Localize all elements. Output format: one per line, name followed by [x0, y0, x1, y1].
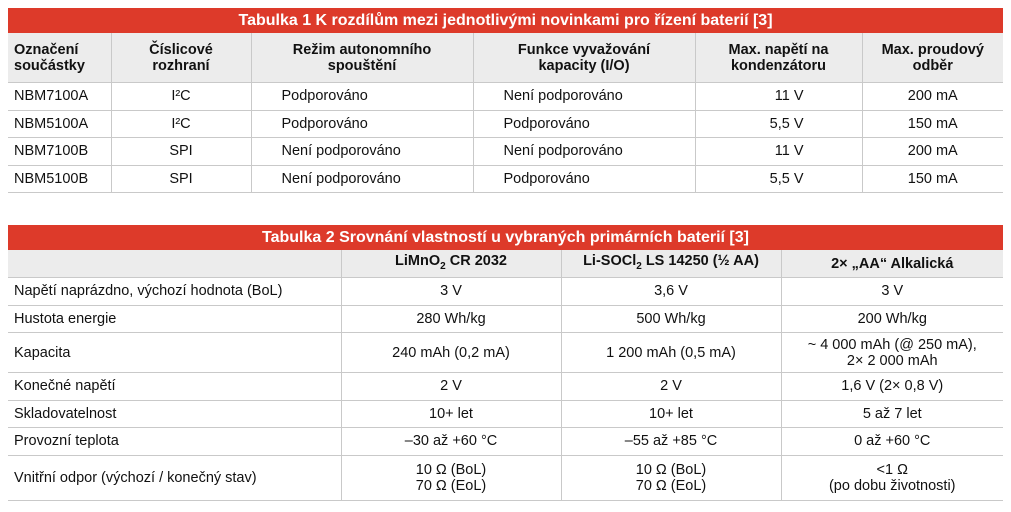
cell: Není podporováno: [473, 83, 695, 111]
row-label: Provozní teplota: [8, 428, 341, 456]
cell: Není podporováno: [251, 165, 473, 193]
header-interface: Číslicové rozhraní: [111, 33, 251, 83]
header-balancing: Funkce vyvažování kapacity (I/O): [473, 33, 695, 83]
cell: 240 mAh (0,2 mA): [341, 333, 561, 373]
header-limno2: LiMnO$_2$ CR 2032: [341, 250, 561, 278]
cell: 2 V: [561, 373, 781, 401]
cell: 200 mA: [907, 88, 958, 105]
table-row: [8, 428, 1003, 456]
table-1-title: Tabulka 1 K rozdílům mezi jednotlivými novinkami pro řízení baterií [3]: [8, 8, 1003, 33]
cell: Podporováno: [473, 165, 695, 193]
table-row: [8, 333, 1003, 373]
cell: 0 až +60 °C: [854, 433, 931, 450]
table-row: [8, 110, 1003, 138]
cell: Není podporováno: [251, 138, 473, 166]
row-label: Konečné napětí: [8, 373, 341, 401]
header-lisocl2: Li-SOCl$_2$ LS 14250 (½ AA): [561, 250, 781, 278]
cell: 11 V: [695, 138, 862, 166]
cell: 200 Wh/kg: [857, 310, 927, 327]
cell: 10 Ω (BoL) 70 Ω (EoL): [341, 455, 561, 500]
header-alkaline: 2× „AA“ Alkalická: [781, 250, 1003, 278]
table-row: [8, 455, 1003, 500]
table-row: [8, 305, 1003, 333]
row-label: Kapacita: [8, 333, 341, 373]
table-row: [8, 138, 1003, 166]
header-max-voltage: Max. napětí na kondenzátoru: [695, 33, 862, 83]
cell: –55 až +85 °C: [561, 428, 781, 456]
cell: NBM5100B: [8, 165, 111, 193]
row-label: Skladovatelnost: [8, 400, 341, 428]
cell: NBM7100A: [8, 83, 111, 111]
header-part-id: Označení součástky: [8, 33, 111, 83]
cell: 10+ let: [561, 400, 781, 428]
cell: ~ 4 000 mAh (@ 250 mA), 2× 2 000 mAh: [807, 336, 977, 369]
cell: 2 V: [341, 373, 561, 401]
cell: 150 mA: [907, 115, 958, 132]
cell: 200 mA: [907, 143, 958, 160]
cell: –30 až +60 °C: [341, 428, 561, 456]
row-label: Vnitřní odpor (výchozí / konečný stav): [8, 455, 341, 500]
row-label: Napětí naprázdno, výchozí hodnota (BoL): [8, 278, 341, 306]
header-autonomous-mode: Režim autonomního spouštění: [251, 33, 473, 83]
cell: <1 Ω (po dobu životnosti): [828, 461, 956, 494]
table-row: [8, 278, 1003, 306]
header-empty: [8, 250, 341, 278]
cell: 3 V: [341, 278, 561, 306]
cell: 11 V: [695, 83, 862, 111]
table-row: [8, 83, 1003, 111]
cell: 5,5 V: [695, 165, 862, 193]
table-2: [8, 225, 1003, 501]
cell: 3,6 V: [561, 278, 781, 306]
cell: Podporováno: [251, 110, 473, 138]
cell: 280 Wh/kg: [341, 305, 561, 333]
cell: SPI: [111, 165, 251, 193]
cell: 10+ let: [341, 400, 561, 428]
cell: NBM7100B: [8, 138, 111, 166]
table-1-header-row: [8, 33, 1003, 83]
table-2-grid: [8, 250, 1003, 501]
cell: 10 Ω (BoL) 70 Ω (EoL): [561, 455, 781, 500]
cell: 500 Wh/kg: [561, 305, 781, 333]
cell: 1 200 mAh (0,5 mA): [561, 333, 781, 373]
cell: SPI: [111, 138, 251, 166]
table-1: [8, 8, 1003, 193]
cell: 5,5 V: [695, 110, 862, 138]
cell: 150 mA: [907, 170, 958, 187]
cell: Podporováno: [473, 110, 695, 138]
table-row: [8, 165, 1003, 193]
cell: I²C: [111, 83, 251, 111]
cell: 5 až 7 let: [862, 405, 922, 422]
row-label: Hustota energie: [8, 305, 341, 333]
table-row: [8, 373, 1003, 401]
cell: NBM5100A: [8, 110, 111, 138]
cell: Podporováno: [251, 83, 473, 111]
table-2-title: Tabulka 2 Srovnání vlastností u vybraných primárních baterií [3]: [8, 225, 1003, 250]
cell: 3 V: [881, 283, 904, 300]
table-2-header-row: [8, 250, 1003, 278]
cell: 1,6 V (2× 0,8 V): [841, 378, 944, 395]
table-1-grid: [8, 33, 1003, 193]
table-row: [8, 400, 1003, 428]
header-max-current: Max. proudový odběr: [862, 33, 1003, 83]
cell: Není podporováno: [473, 138, 695, 166]
cell: I²C: [111, 110, 251, 138]
